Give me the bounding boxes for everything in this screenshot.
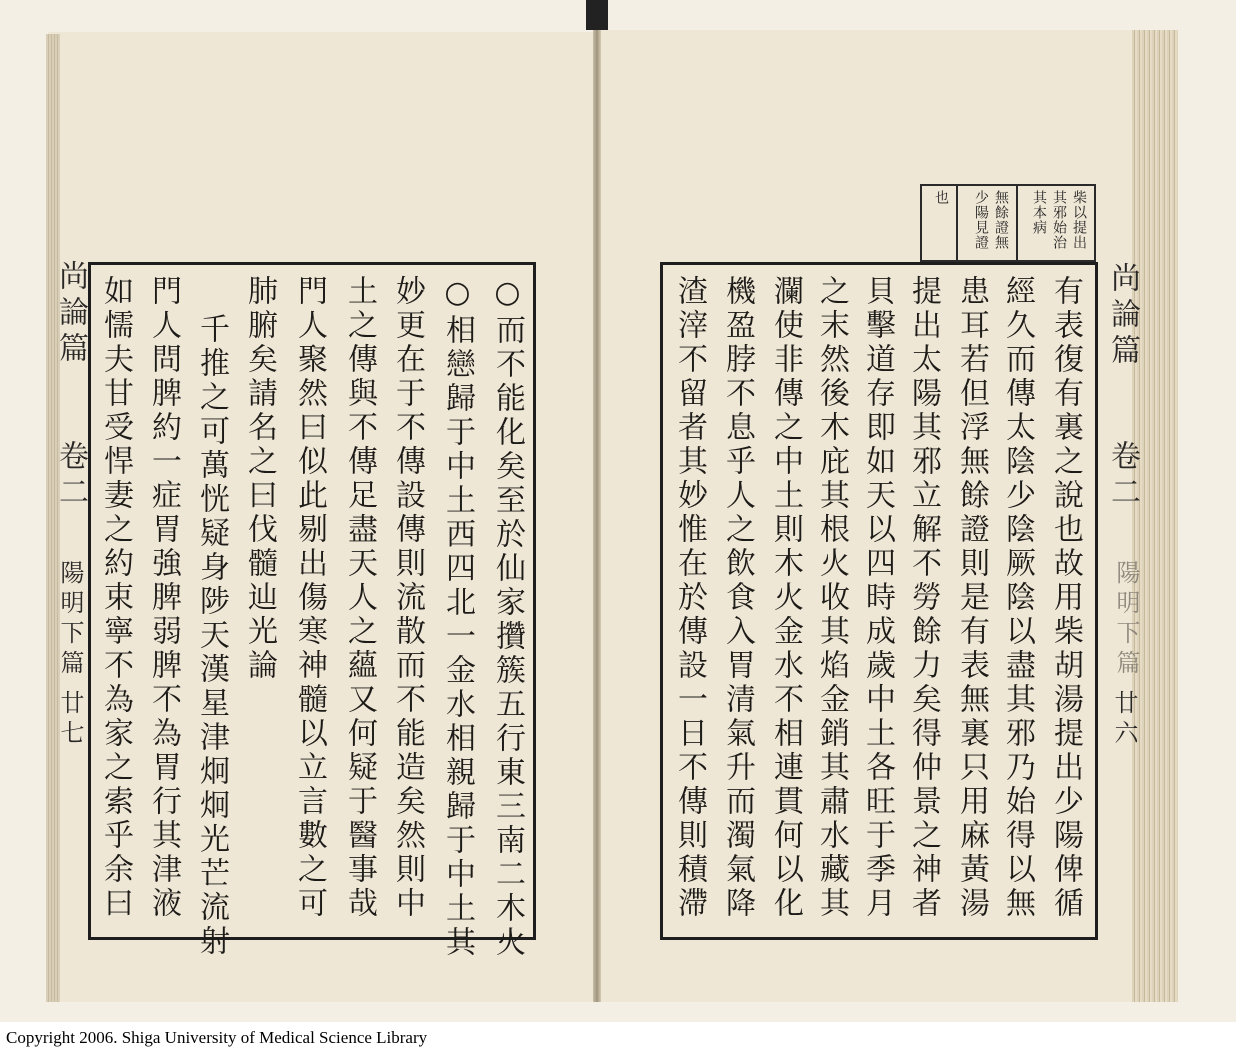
text-column: 肺腑矣請名之曰伐髓辿光論 <box>242 275 277 683</box>
text-column: 機盈脖不息乎人之飲食入胃清氣升而濁氣降 <box>720 275 755 921</box>
right-header-section: 陽明下篇 <box>1112 560 1140 680</box>
note-line: 也 <box>933 190 949 205</box>
copyright-notice: Copyright 2006. Shiga University of Medical Science Library <box>6 1028 428 1047</box>
right-header-folio: 廿六 <box>1110 690 1138 750</box>
text-column: 患耳若但浮無餘證則是有表無裏只用麻黃湯 <box>954 275 989 921</box>
text-column: 瀾使非傳之中土則木火金水不相連貫何以化 <box>768 275 803 921</box>
note-divider <box>956 186 958 260</box>
text-column: 經久而傳太陰少陰厥陰以盡其邪乃始得以無 <box>1000 275 1035 921</box>
binding-thread <box>586 0 608 30</box>
left-header-section: 陽明下篇 <box>56 560 84 680</box>
left-page-edge <box>46 34 60 1002</box>
note-line: 少陽見證 <box>973 190 989 250</box>
note-line: 其本病 <box>1031 190 1047 235</box>
text-column: 如懦夫甘受悍妻之約束寧不為家之索乎余曰 <box>98 275 133 921</box>
text-column: ○相戀歸于中土西四北一金水相親歸于中土其 <box>440 275 475 960</box>
note-line: 柴以提出 <box>1071 190 1087 250</box>
left-text-frame <box>88 262 536 960</box>
text-column: 土之傳與不傳足盡天人之蘊又何疑于醫事哉 <box>342 275 377 921</box>
right-page-edge <box>1132 30 1178 1002</box>
text-column: 千推之可萬恍疑身陟天漢星津炯炯光芒流射 <box>194 313 229 959</box>
note-line: 無餘證無 <box>993 190 1009 250</box>
book-gutter <box>593 30 601 1002</box>
left-header-folio: 廿七 <box>56 690 84 750</box>
commentary-note-box <box>920 184 1096 262</box>
text-column: 門人問脾約一症胃強脾弱脾不為胃行其津液 <box>146 275 181 921</box>
right-header-title: 尚論篇 <box>1105 262 1140 370</box>
text-column: 渣滓不留者其妙惟在於傳設一日不傳則積滯 <box>672 275 707 921</box>
text-column: 提出太陽其邪立解不勞餘力矣得仲景之神者 <box>906 275 941 921</box>
right-header-volume: 卷二 <box>1105 440 1140 512</box>
note-divider <box>1016 186 1018 260</box>
text-column: 之末然後木庇其根火收其焰金銷其肅水藏其 <box>814 275 849 921</box>
text-column: 妙更在于不傳設傳則流散而不能造矣然則中 <box>390 275 425 921</box>
left-header-volume: 卷二 <box>53 440 88 512</box>
text-column: 門人聚然曰似此剔出傷寒神髓以立言數之可 <box>292 275 327 921</box>
text-column: 貝擊道存即如天以四時成歲中土各旺于季月 <box>860 275 895 921</box>
text-column: 有表復有裏之說也故用柴胡湯提出少陽俾循 <box>1048 275 1083 921</box>
note-line: 其邪始治 <box>1051 190 1067 250</box>
text-column: ○而不能化矣至於仙家攢簇五行東三南二木火 <box>490 275 525 960</box>
right-text-frame <box>660 262 1098 940</box>
left-header-title: 尚論篇 <box>53 260 88 368</box>
